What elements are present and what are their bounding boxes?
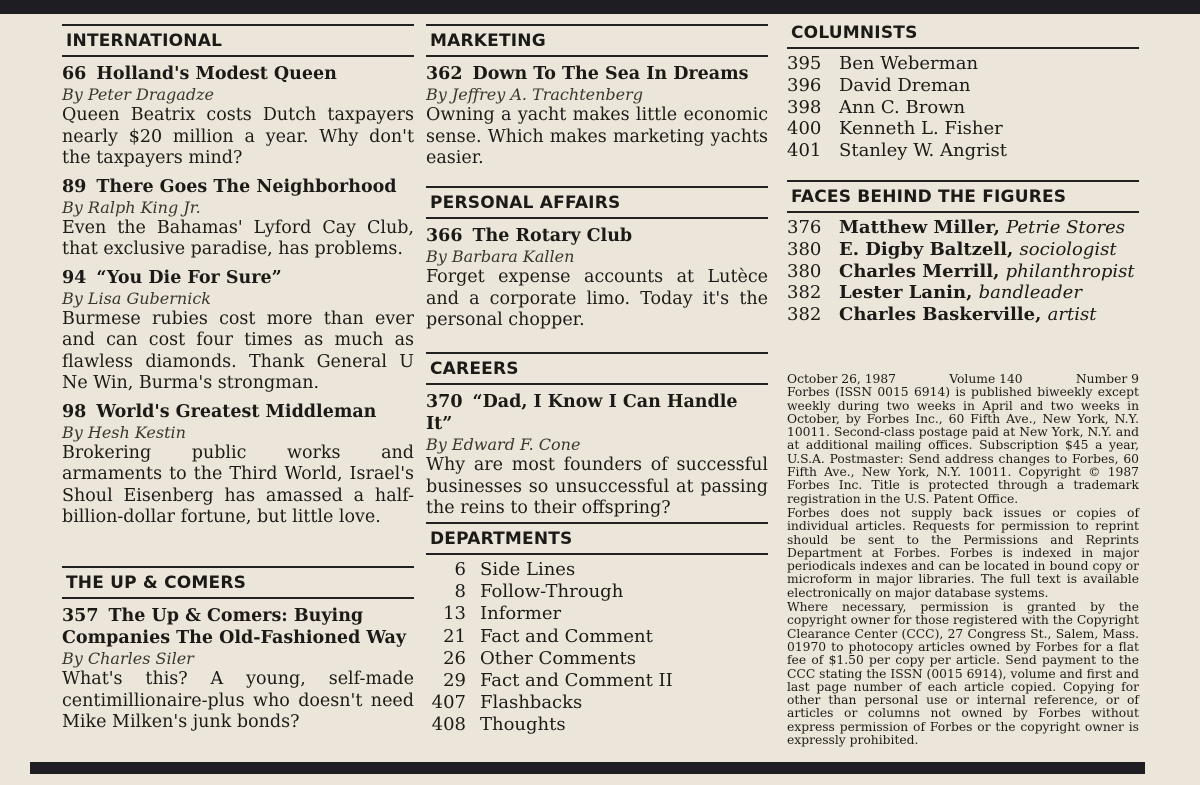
section-heading: MARKETING bbox=[426, 24, 768, 57]
article-blurb: Forget expense accounts at Lutèce and a corporate limo. Today it's the personal chopper. bbox=[426, 267, 768, 330]
issue-date: October 26, 1987 bbox=[787, 372, 897, 386]
person-role: philanthropist bbox=[1005, 260, 1135, 282]
page-number: 21 bbox=[443, 625, 466, 647]
top-rule-bar bbox=[0, 0, 1200, 14]
page-number: 6 bbox=[454, 559, 466, 580]
article-blurb: Queen Beatrix costs Dutch taxpayers nearly $20 million a year. Why don't the taxpayers mind? bbox=[62, 105, 414, 168]
article-entry[interactable] bbox=[62, 176, 414, 261]
copyright-permissions-notice: Where necessary, permission is granted by the copyright owner for those registered with the Copyright Clearance Center (CCC), 27 Congress St., Salem, Mass. 01970 to photocopy articles owned by Forbes for a flat fee of $1.50 per copy per article. Send payment to the CCC stating the ISSN (0015 6914), volume and first and last page number of each article copied. Copying for other than personal use or internal reference, or of articles or columns not owned by Forbes without express permission of Forbes or the copyright owner is expressly prohibited. bbox=[787, 600, 1139, 748]
article-blurb: Why are most founders of successful businesses so unsuccessful at passing the reins to their offspring? bbox=[426, 455, 768, 518]
department-name: Other Comments bbox=[480, 647, 637, 669]
section-marketing bbox=[426, 24, 768, 170]
person-name: Charles Merrill, bbox=[839, 260, 1000, 282]
page-number: 395 bbox=[787, 53, 822, 74]
article-blurb: Owning a yacht makes little economic sense. Which makes marketing yachts easier. bbox=[426, 105, 768, 168]
face-entry[interactable] bbox=[787, 261, 1139, 283]
page-number: 401 bbox=[787, 140, 822, 162]
article-blurb: Burmese rubies cost more than ever and can cost four times as much as flawless diamonds. Thank General U Ne Win, Burma's strongman. bbox=[62, 308, 414, 393]
article-title: Down To The Sea In Dreams bbox=[472, 64, 749, 84]
page-number: 89 bbox=[62, 176, 87, 197]
section-careers bbox=[426, 352, 768, 520]
article-entry[interactable] bbox=[426, 63, 768, 170]
section-heading: FACES BEHIND THE FIGURES bbox=[787, 180, 1139, 213]
page-number: 376 bbox=[787, 217, 822, 238]
department-name: Side Lines bbox=[480, 559, 576, 580]
page-number: 362 bbox=[426, 64, 463, 84]
article-entry[interactable] bbox=[426, 391, 768, 520]
page-number: 408 bbox=[431, 714, 466, 736]
page-number: 400 bbox=[787, 118, 822, 140]
publication-notice: Forbes (ISSN 0015 6914) is published biweekly except weekly during two weeks in April and two weeks in October, by Forbes Inc., 60 Fifth Ave., New York, N.Y. 10011. Second-class postage paid at New York, N.Y. and at additional mailing offices. Subscription $45 a year, U.S.A. Postmaster: Send address changes to Forbes, 60 Fifth Ave., New York, N.Y. 10011. Copyright © 1987 Forbes Inc. Title is protected through a trademark registration in the U.S. Patent Office. bbox=[787, 385, 1139, 506]
department-entry[interactable] bbox=[426, 670, 768, 692]
section-columnists bbox=[787, 18, 1139, 162]
person-role: bandleader bbox=[978, 282, 1082, 304]
article-entry[interactable] bbox=[426, 225, 768, 332]
section-personal-affairs bbox=[426, 186, 768, 332]
section-heading: THE UP & COMERS bbox=[62, 566, 414, 599]
person-name: Matthew Miller, bbox=[839, 217, 1000, 238]
page-number: 366 bbox=[426, 226, 463, 246]
department-entry[interactable] bbox=[426, 692, 768, 714]
article-title: The Up & Comers: Buying Companies The Old-Fashioned Way bbox=[62, 606, 407, 648]
page-number: 357 bbox=[62, 606, 99, 626]
byline: By Barbara Kallen bbox=[426, 247, 575, 266]
page-number: 98 bbox=[62, 401, 87, 422]
columnist-entry[interactable] bbox=[787, 118, 1139, 140]
bottom-rule-bar bbox=[30, 762, 1145, 774]
person-role: sociologist bbox=[1019, 238, 1117, 260]
page-number: 398 bbox=[787, 96, 822, 118]
article-blurb: What's this? A young, self-made centimillionaire-plus who doesn't need Mike Milken's junk bonds? bbox=[62, 669, 414, 732]
page-number: 94 bbox=[62, 267, 87, 288]
byline: By Ralph King Jr. bbox=[62, 197, 201, 217]
department-entry[interactable] bbox=[426, 626, 768, 648]
person-name: Lester Lanin, bbox=[839, 282, 973, 304]
departments-list bbox=[426, 559, 768, 737]
department-name: Fact and Comment bbox=[480, 625, 653, 647]
person-name: E. Digby Baltzell, bbox=[839, 238, 1014, 260]
department-name: Fact and Comment II bbox=[480, 670, 673, 692]
columnist-name: Stanley W. Angrist bbox=[839, 140, 1007, 162]
page-number: 407 bbox=[431, 692, 466, 714]
page-number: 29 bbox=[443, 670, 466, 692]
department-name: Informer bbox=[480, 603, 562, 625]
page-number: 382 bbox=[787, 304, 822, 326]
department-entry[interactable] bbox=[426, 581, 768, 603]
article-blurb: Brokering public works and armaments to the Third World, Israel's Shoul Eisenberg has amassed a half-billion-dollar fortune, but little love. bbox=[62, 442, 414, 527]
faces-list bbox=[787, 217, 1139, 326]
columnist-entry[interactable] bbox=[787, 140, 1139, 162]
masthead-notice bbox=[787, 373, 1139, 748]
byline: By Jeffrey A. Trachtenberg bbox=[426, 85, 643, 104]
columnist-entry[interactable] bbox=[787, 75, 1139, 97]
article-blurb: Even the Bahamas' Lyford Cay Club, that exclusive paradise, has problems. bbox=[62, 217, 414, 259]
person-name: Charles Baskerville, bbox=[839, 304, 1042, 326]
department-entry[interactable] bbox=[426, 714, 768, 736]
article-title: World's Greatest Middleman bbox=[96, 401, 377, 422]
columnist-entry[interactable] bbox=[787, 53, 1139, 75]
page-number: 26 bbox=[443, 647, 466, 669]
article-title: “Dad, I Know I Can Handle It” bbox=[426, 392, 738, 434]
back-issues-notice: Forbes does not supply back issues or copies of individual articles. Requests for permission to reprint should be sent to the Permissions and Reprints Department at Forbes. Forbes is indexed in major periodicals indexes and can be located in bound copy or microform in major libraries. The full text is available electronically on major database systems. bbox=[787, 505, 1139, 600]
section-up-and-comers bbox=[62, 566, 414, 734]
department-entry[interactable] bbox=[426, 603, 768, 625]
article-entry[interactable] bbox=[62, 267, 414, 395]
section-international bbox=[62, 24, 414, 529]
face-entry[interactable] bbox=[787, 282, 1139, 304]
face-entry[interactable] bbox=[787, 304, 1139, 326]
department-name: Follow-Through bbox=[480, 581, 624, 603]
page-number: 66 bbox=[62, 64, 87, 84]
page-number: 380 bbox=[787, 260, 822, 282]
issue-info bbox=[787, 373, 1139, 386]
article-title: There Goes The Neighborhood bbox=[96, 176, 397, 197]
columnist-entry[interactable] bbox=[787, 97, 1139, 119]
person-role: artist bbox=[1047, 304, 1097, 326]
columnist-name: Ann C. Brown bbox=[839, 96, 966, 118]
byline: By Lisa Gubernick bbox=[62, 288, 211, 308]
byline: By Hesh Kestin bbox=[62, 422, 186, 442]
section-heading: CAREERS bbox=[426, 352, 768, 385]
columnist-name: Ben Weberman bbox=[839, 53, 979, 74]
byline: By Peter Dragadze bbox=[62, 85, 214, 104]
person-role: Petrie Stores bbox=[1006, 217, 1125, 238]
article-entry[interactable] bbox=[62, 63, 414, 170]
issue-volume: Volume 140 bbox=[949, 372, 1023, 386]
article-entry[interactable] bbox=[62, 605, 414, 734]
section-heading: INTERNATIONAL bbox=[62, 24, 414, 57]
byline: By Edward F. Cone bbox=[426, 435, 581, 454]
columnist-name: David Dreman bbox=[839, 74, 971, 96]
section-heading: PERSONAL AFFAIRS bbox=[426, 186, 768, 219]
section-heading: DEPARTMENTS bbox=[426, 522, 768, 555]
article-title: The Rotary Club bbox=[472, 226, 633, 246]
page-number: 13 bbox=[443, 603, 466, 625]
columnist-name: Kenneth L. Fisher bbox=[839, 118, 1003, 140]
page-number: 8 bbox=[454, 581, 466, 603]
section-heading: COLUMNISTS bbox=[787, 18, 1139, 49]
columnists-list bbox=[787, 53, 1139, 162]
page-number: 396 bbox=[787, 74, 822, 96]
department-entry[interactable] bbox=[426, 559, 768, 581]
section-departments bbox=[426, 522, 768, 737]
issue-number: Number 9 bbox=[1075, 372, 1139, 386]
section-faces-behind-the-figures bbox=[787, 180, 1139, 326]
article-title: Holland's Modest Queen bbox=[96, 64, 337, 84]
byline: By Charles Siler bbox=[62, 649, 194, 668]
department-name: Thoughts bbox=[480, 714, 566, 736]
page-number: 380 bbox=[787, 238, 822, 260]
article-entry[interactable] bbox=[62, 401, 414, 529]
face-entry[interactable] bbox=[787, 239, 1139, 261]
department-entry[interactable] bbox=[426, 648, 768, 670]
page-number: 382 bbox=[787, 282, 822, 304]
department-name: Flashbacks bbox=[480, 692, 583, 714]
face-entry[interactable] bbox=[787, 217, 1139, 239]
page-number: 370 bbox=[426, 392, 463, 412]
article-title: “You Die For Sure” bbox=[96, 267, 282, 288]
